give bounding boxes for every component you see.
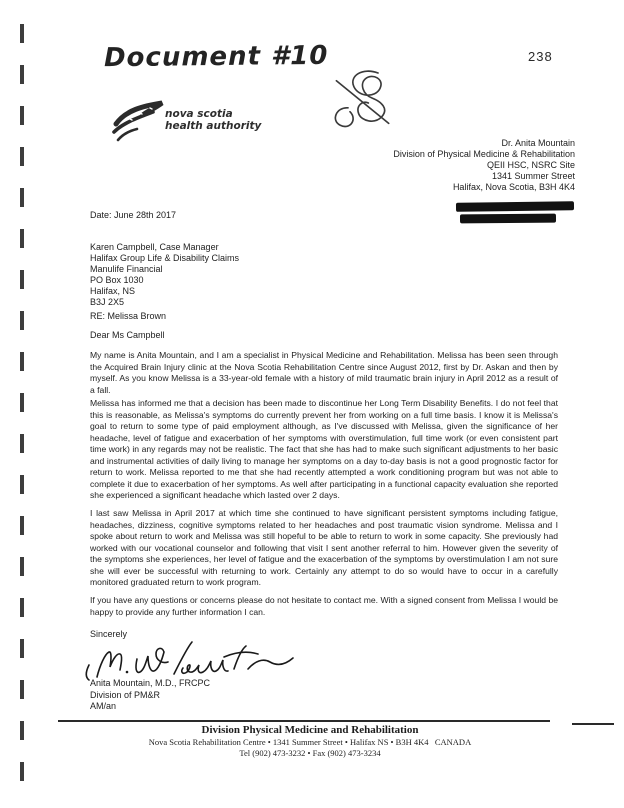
signer-name: Anita Mountain, M.D., FRCPC — [90, 678, 211, 688]
sender-address-line: 1341 Summer Street — [491, 171, 575, 181]
logo-text — [165, 108, 261, 132]
body-paragraph: Melissa has informed me that a decision has been made to discontinue her Long Term Disability Benefits. I do not feel that this is reasonable, as Melissa's symptoms do currently prevent her from working on a full time basis. I know it is Melissa's goal to return to some type of paid employment although, as I've discussed with Melissa, given the significance of her headache, level of fatigue and exacerbation of her symptoms with overstimulation, full time work (or even consistent part time work) in any regards may not be realistic. The fact that she has had to make such significant adjustments to her basic and instrumental activities of daily living to manage her symptoms on a day to-day basis is not a good prognostic factor for return to work. Melissa reported to me that she had recently attempted a work conditioning program but was not able to complete it due to exacerbation of her symptoms. As well after participating in a functional capacity evaluation she reported she experienced a significant headache which lasted over 2 days. — [90, 398, 558, 500]
salutation: Dear Ms Campbell — [90, 330, 165, 340]
redaction-bar — [456, 201, 574, 212]
footer — [60, 724, 560, 759]
recipient-address-line: Karen Campbell, Case Manager — [90, 242, 219, 252]
body-paragraph: I last saw Melissa in April 2017 at which time she continued to have significant persistent symptoms including fatigue, headaches, dizziness, cognitive symptoms related to her headaches and post traumatic vision syndrome. Melissa and I spoke about return to work and Melissa was still hopeful to be able to return to work in some capacity. She previously had worked with our vocational counselor and following that visit I sent another referral to him. However given the severity of the symptoms she experiences, her level of fatigue and the exacerbation of the symptoms by overstimulation I am not sure she will ever be successful with returning to work. Certainly any attempt to do so would have to occur in a carefully monitored graduated return to work program. — [90, 508, 558, 587]
footer-address: Nova Scotia Rehabilitation Centre • 1341 Summer Street • Halifax NS • B3H 4K4 CANADA — [148, 737, 472, 747]
document-label: Document #10 — [103, 40, 329, 74]
recipient-address-line: Manulife Financial — [90, 264, 163, 274]
body-paragraph: If you have any questions or concerns please do not hesitate to contact me. With a signed consent from Melissa I would be happy to provide any further information I can. — [90, 595, 558, 617]
logo-text-line1: nova scotia — [165, 108, 233, 120]
sender-address-line: Halifax, Nova Scotia, B3H 4K4 — [452, 182, 575, 192]
recipient-address-line: Halifax, NS — [90, 286, 136, 296]
body-paragraph: My name is Anita Mountain, and I am a specialist in Physical Medicine and Rehabilitation. Melissa has been seen through the Acquired Brain Injury clinic at the Nova Scotia Rehabilitation Centre since August 2012, first by Dr. Askan and then by myself. As you know Melissa is a 33-year-old female with a history of mild traumatic brain injury in April 2012 as a result of a fall. — [90, 350, 558, 395]
footer-phone: Tel (902) 473-3232 • Fax (902) 473-3234 — [239, 748, 381, 758]
signature-block — [90, 678, 210, 713]
binding-marks — [20, 24, 24, 796]
re-line: RE: Melissa Brown — [90, 311, 167, 321]
recipient-address-line: PO Box 1030 — [90, 275, 144, 285]
signer-initials: AM/an — [90, 701, 117, 711]
page-number: 238 — [528, 49, 553, 64]
handwritten-initials-scribble — [318, 64, 410, 142]
sender-address — [393, 138, 575, 193]
recipient-address-line: B3J 2X5 — [90, 297, 125, 307]
date-line: Date: June 28th 2017 — [90, 210, 177, 220]
footer-title: Division Physical Medicine and Rehabilitation — [201, 724, 419, 736]
logo-swoosh-icon — [110, 96, 168, 146]
recipient-address-line: Halifax Group Life & Disability Claims — [90, 253, 240, 263]
sender-address-line: Dr. Anita Mountain — [501, 138, 575, 148]
signer-division: Division of PM&R — [90, 689, 161, 700]
closing-sincerely: Sincerely — [90, 629, 128, 639]
footer-rule-dash — [572, 723, 614, 725]
logo-text-line2: health authority — [165, 120, 262, 132]
nsha-logo — [110, 96, 285, 151]
sender-address-line: QEII HSC, NSRC Site — [486, 160, 575, 170]
sender-address-line: Division of Physical Medicine & Rehabilitation — [393, 149, 575, 159]
footer-rule — [58, 720, 550, 722]
recipient-address — [90, 242, 239, 308]
redaction-bar — [460, 214, 556, 224]
